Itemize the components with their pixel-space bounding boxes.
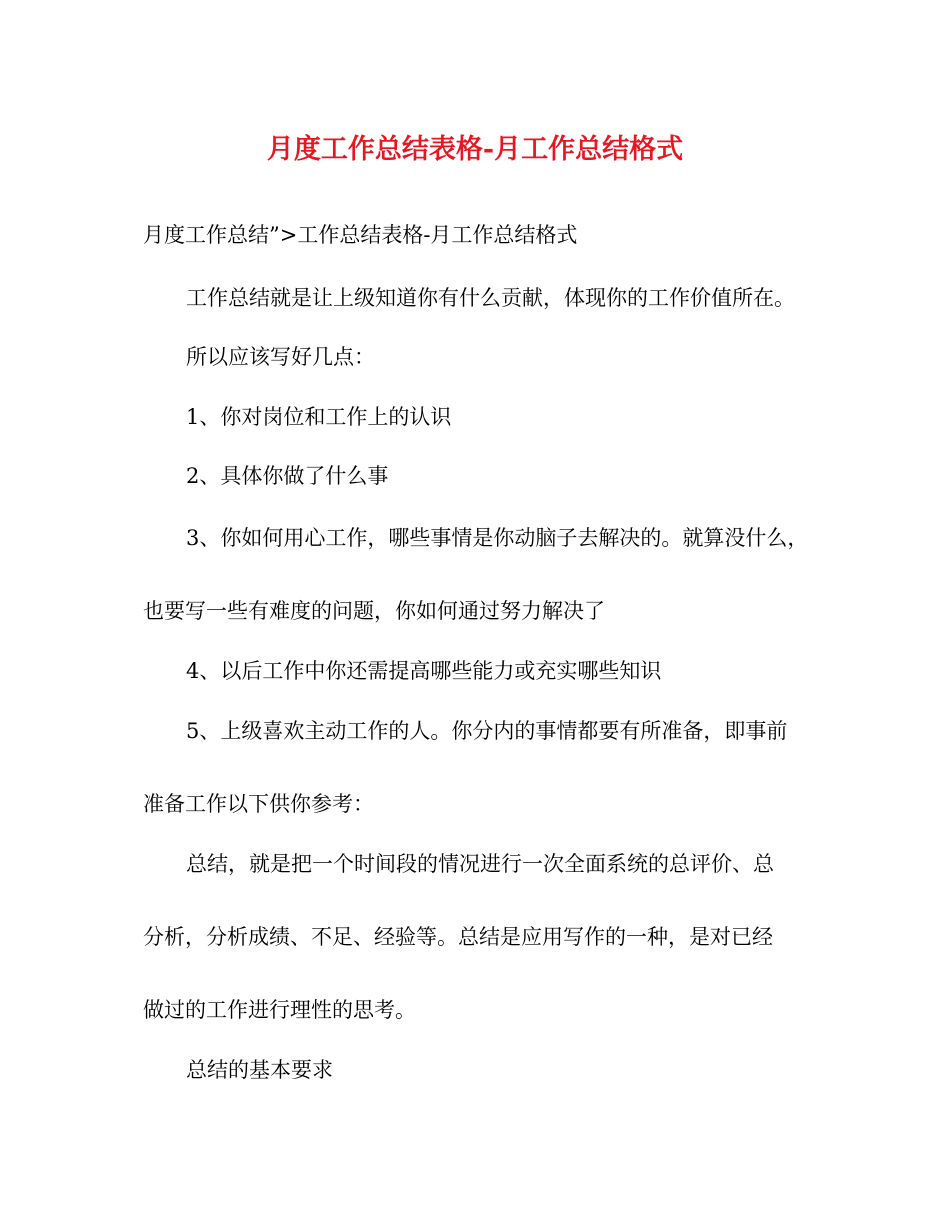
- paragraph-line: 分析，分析成绩、不足、经验等。总结是应用写作的一种，是对已经: [143, 925, 773, 949]
- paragraph-line: 做过的工作进行理性的思考。: [143, 998, 416, 1022]
- paragraph-line: 所以应该写好几点：: [186, 345, 375, 369]
- list-item: 1、你对岗位和工作上的认识: [186, 405, 452, 429]
- list-item-continuation: 也要写一些有难度的问题，你如何通过努力解决了: [143, 599, 605, 623]
- list-item: 5、上级喜欢主动工作的人。你分内的事情都要有所准备，即事前: [186, 719, 788, 743]
- list-item: 3、你如何用心工作，哪些事情是你动脑子去解决的。就算没什么，: [186, 526, 809, 550]
- paragraph-line: 总结，就是把一个时间段的情况进行一次全面系统的总评价、总: [186, 852, 774, 876]
- list-item: 2、具体你做了什么事: [186, 464, 389, 488]
- subtitle-line: 月度工作总结”>工作总结表格-月工作总结格式: [143, 223, 578, 247]
- paragraph-line: 工作总结就是让上级知道你有什么贡献，体现你的工作价值所在。: [186, 286, 795, 310]
- list-item: 4、以后工作中你还需提高哪些能力或充实哪些知识: [186, 659, 662, 683]
- list-item-continuation: 准备工作以下供你参考：: [143, 792, 374, 816]
- document-title: 月度工作总结表格-月工作总结格式: [266, 134, 684, 165]
- section-heading: 总结的基本要求: [186, 1058, 333, 1082]
